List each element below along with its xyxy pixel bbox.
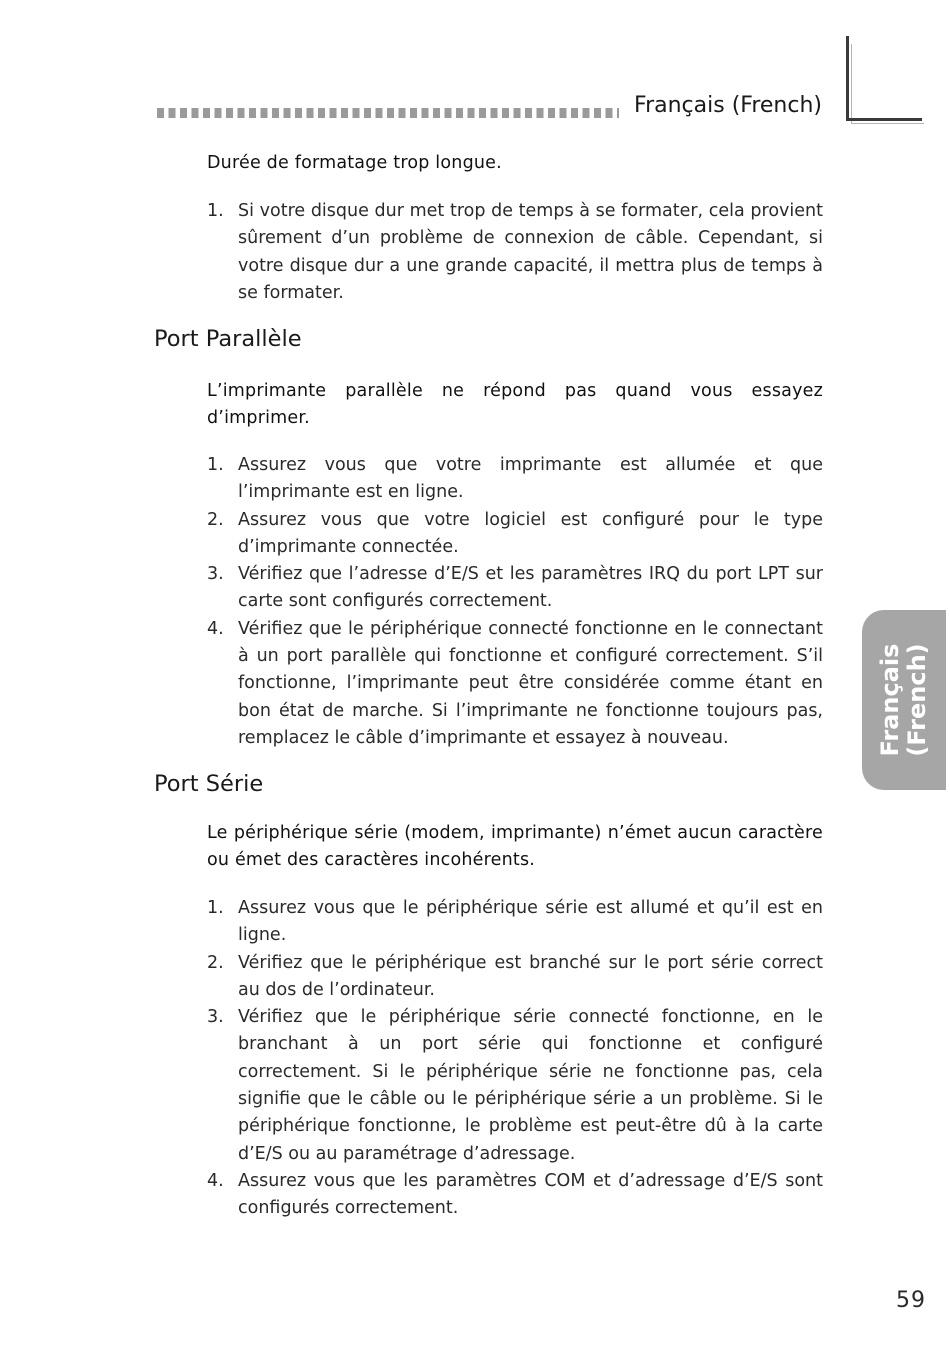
list-item: 1. Assurez vous que votre imprimante est allumée et que l’imprimante est en ligne. <box>207 455 823 503</box>
language-side-tab-label: Français (French) <box>876 643 931 757</box>
page-header-title: Français (French) <box>634 93 822 118</box>
serial-subheading: Le périphérique série (modem, imprimante) n’émet aucun caractère ou émet des caractères incohérents. <box>207 823 823 870</box>
list-item: 2. Assurez vous que votre logiciel est configuré pour le type d’imprimante connectée. <box>207 509 823 557</box>
corner-mark-shadow <box>852 123 924 124</box>
list-item: 3. Vérifiez que l’adresse d’E/S et les paramètres IRQ du port LPT sur carte sont configurés correctement. <box>207 564 823 612</box>
header-dotted-rule <box>157 108 619 118</box>
section-title-serial: Port Série <box>154 771 264 797</box>
parallel-subheading: L’imprimante parallèle ne répond pas quand vous essayez d’imprimer. <box>207 381 823 428</box>
corner-mark-shadow <box>851 44 852 124</box>
serial-list <box>207 895 823 1223</box>
corner-mark-vertical <box>846 36 849 120</box>
corner-mark-horizontal <box>846 118 922 121</box>
list-item: 3. Vérifiez que le périphérique série connecté fonctionne, en le branchant à un port série qui fonctionne et configuré correctement. Si le périphérique série ne fonctionne pas, cela signifie que le câble ou le périphérique série a un problème. Si le périphérique fonctionne, le problème est peut-être dû à la carte d’E/S ou au paramétrage d’adressage. <box>207 1007 823 1164</box>
language-side-tab <box>862 610 946 790</box>
list-item: 1. Si votre disque dur met trop de temps à se formater, cela provient sûrement d’un problème de connexion de câble. Cependant, si votre disque dur a une grande capacité, il mettra plus de temps à se formater. <box>207 201 823 303</box>
parallel-list <box>207 452 823 752</box>
list-item: 2. Vérifiez que le périphérique est branché sur le port série correct au dos de l’ordinateur. <box>207 952 823 1000</box>
list-item: 4. Assurez vous que les paramètres COM et d’adressage d’E/S sont configurés correctement. <box>207 1170 823 1219</box>
intro-subheading: Durée de formatage trop longue. <box>207 153 502 173</box>
list-item: 4. Vérifiez que le périphérique connecté fonctionne en le connectant à un port parallèle qui fonctionne et configuré correctement. S’il fonctionne, l’imprimante peut être considérée comme étant en bon état de marche. Si l’imprimante ne fonctionne toujours pas, remplacez le câble d’imprimante et essayez à nouveau. <box>207 618 823 748</box>
page-number: 59 <box>896 1288 926 1313</box>
list-item: 1. Assurez vous que le périphérique série est allumé et qu’il est en ligne. <box>207 898 823 946</box>
section-title-parallel: Port Parallèle <box>154 326 302 352</box>
intro-list <box>207 198 823 307</box>
